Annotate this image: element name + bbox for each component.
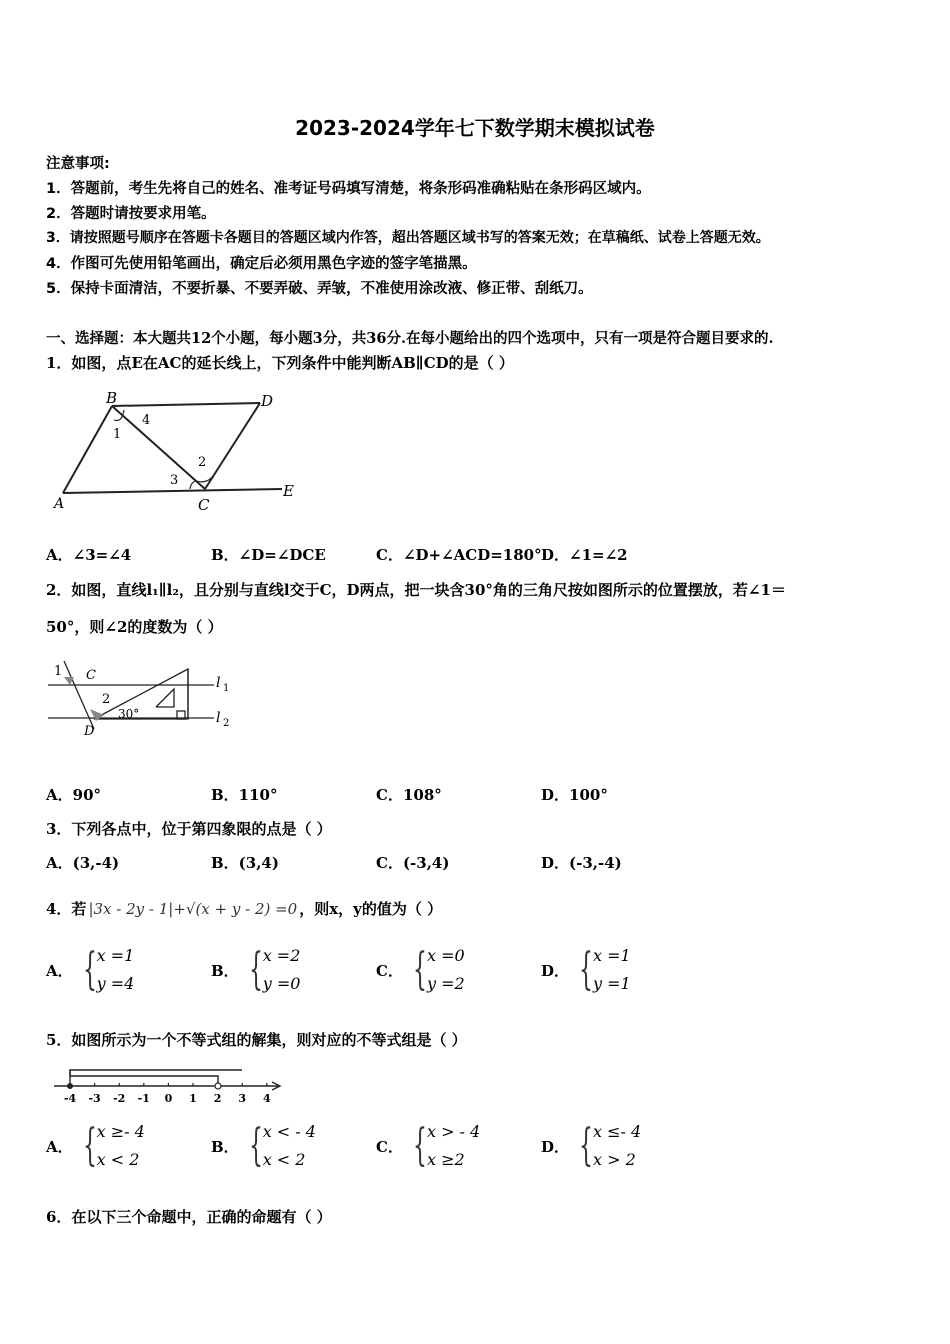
question-5-number-line <box>46 1062 296 1106</box>
label-l1: l <box>216 675 221 691</box>
question-2-option-c[interactable]: C．108° <box>376 786 442 804</box>
question-1-option-d[interactable]: D．∠1=∠2 <box>541 546 628 564</box>
question-4-formula: |3x - 2y - 1|+√(x + y - 2) =0 <box>88 900 298 918</box>
inequality-row: x < 2 <box>96 1150 140 1169</box>
angle-4-label: 4 <box>142 413 151 428</box>
option-label: B． <box>211 961 239 980</box>
open-endpoint <box>215 1083 221 1089</box>
brace-icon: { <box>82 1120 97 1171</box>
question-3-text: 3．下列各点中，位于第四象限的点是（ ） <box>46 820 332 838</box>
angle-2-label: 2 <box>198 455 207 470</box>
equation-row: x =1 <box>593 946 631 965</box>
question-2-option-a[interactable]: A．90° <box>46 786 102 804</box>
question-4-prefix: 4．若 <box>46 900 87 918</box>
brace-icon: { <box>579 944 594 995</box>
equation-row: y =0 <box>262 974 301 993</box>
number-line-tick-label: -4 <box>63 1092 77 1105</box>
equation-row: x =2 <box>262 946 301 965</box>
question-5-option-b[interactable] <box>211 1118 316 1174</box>
inequality-row: x > 2 <box>593 1150 636 1169</box>
option-label: C． <box>376 1137 403 1156</box>
label-l2-subscript: 2 <box>223 718 230 729</box>
question-3-option-c[interactable]: C．(-3,4) <box>376 854 450 872</box>
question-3-option-d[interactable]: D．(-3,-4) <box>541 854 622 872</box>
label-l2: l <box>216 710 221 726</box>
number-line-tick-label: 4 <box>262 1092 271 1105</box>
number-line-tick-label: -3 <box>88 1092 101 1105</box>
brace-icon: { <box>412 944 427 995</box>
option-label: A． <box>46 961 73 980</box>
question-4-option-d[interactable] <box>541 942 631 998</box>
page-title: 2023-2024学年七下数学期末模拟试卷 <box>295 116 655 140</box>
number-line-tick-label: -1 <box>137 1092 150 1105</box>
number-line-tick-label: 0 <box>164 1092 173 1105</box>
angle-2-label: 2 <box>102 692 111 707</box>
section-heading: 一、选择题：本大题共12个小题，每小题3分，共36分.在每小题给出的四个选项中，只有一项是符合题目要求的. <box>46 330 774 347</box>
inequality-row: x < 2 <box>262 1150 306 1169</box>
label-l1-subscript: 1 <box>223 683 230 694</box>
question-4-suffix: ，则x，y的值为（ ） <box>299 900 443 918</box>
brace-icon: { <box>412 1120 427 1171</box>
equation-row: y =1 <box>593 974 631 993</box>
angle-3-label: 3 <box>170 473 179 488</box>
notice-heading: 注意事项: <box>46 156 110 172</box>
inequality-row: x ≤- 4 <box>593 1122 642 1141</box>
question-1-option-b[interactable]: B．∠D=∠DCE <box>211 546 326 564</box>
notice-item: 4．作图可先使用铅笔画出，确定后必须用黑色字迹的签字笔描黑。 <box>46 256 477 272</box>
option-label: A． <box>46 1137 73 1156</box>
inequality-row: x ≥- 4 <box>96 1122 145 1141</box>
question-3-option-a[interactable]: A．(3,-4) <box>46 854 120 872</box>
question-4-text <box>46 898 442 919</box>
label-C: C <box>198 496 210 514</box>
notice-item: 5．保持卡面清洁，不要折暴、不要弄破、弄皱，不准使用涂改液、修正带、刮纸刀。 <box>46 281 593 297</box>
angle-1-label: 1 <box>113 427 122 442</box>
question-5-option-a[interactable] <box>46 1118 145 1174</box>
question-1-text: 1．如图，点E在AC的延长线上，下列条件中能判断AB∥CD的是（ ） <box>46 354 514 372</box>
question-2-figure <box>46 655 246 745</box>
brace-icon: { <box>248 944 263 995</box>
number-line-tick-label: 1 <box>189 1092 197 1105</box>
question-1-option-a[interactable]: A．∠3=∠4 <box>46 546 132 564</box>
option-label: B． <box>211 1137 239 1156</box>
question-4-option-a[interactable] <box>46 942 134 998</box>
notice-item: 1．答题前，考生先将自己的姓名、准考证号码填写清楚，将条形码准确粘贴在条形码区域内。 <box>46 181 651 197</box>
question-6-text: 6．在以下三个命题中，正确的命题有（ ） <box>46 1208 332 1226</box>
inequality-row: x ≥2 <box>426 1150 465 1169</box>
question-1-option-c[interactable]: C．∠D+∠ACD=180° <box>376 546 542 564</box>
notice-item: 2．答题时请按要求用笔。 <box>46 206 216 222</box>
question-1-figure <box>50 388 310 516</box>
question-2-option-d[interactable]: D．100° <box>541 786 608 804</box>
question-2-text-line2: 50°，则∠2的度数为（ ） <box>46 618 223 636</box>
angle-30-label: 30° <box>118 707 140 721</box>
inequality-row: x < - 4 <box>262 1122 316 1141</box>
brace-icon: { <box>579 1120 594 1171</box>
inequality-row: x > - 4 <box>426 1122 481 1141</box>
brace-icon: { <box>248 1120 263 1171</box>
closed-endpoint <box>67 1083 73 1089</box>
label-E: E <box>283 482 294 500</box>
question-5-option-c[interactable] <box>376 1118 480 1174</box>
label-D: D <box>261 392 274 410</box>
label-B: B <box>106 389 118 407</box>
number-line-tick-label: 2 <box>213 1092 222 1105</box>
question-5-text: 5．如图所示为一个不等式组的解集，则对应的不等式组是（ ） <box>46 1031 467 1049</box>
question-4-option-c[interactable] <box>376 942 465 998</box>
angle-1-label: 1 <box>54 664 63 679</box>
equation-row: x =1 <box>96 946 135 965</box>
label-A: A <box>54 496 65 512</box>
option-label: D． <box>541 961 570 980</box>
equation-row: y =2 <box>426 974 465 993</box>
option-label: D． <box>541 1137 570 1156</box>
question-2-option-b[interactable]: B．110° <box>211 786 278 804</box>
brace-icon: { <box>82 944 97 995</box>
label-C: C <box>86 668 96 683</box>
question-3-option-b[interactable]: B．(3,4) <box>211 854 279 872</box>
number-line-tick-label: -2 <box>113 1092 126 1105</box>
question-4-option-b[interactable] <box>211 942 300 998</box>
question-2-text-line1: 2．如图，直线l₁∥l₂，且分别与直线l交于C，D两点，把一块含30°角的三角尺按如图所示的位置摆放，若∠1＝ <box>46 581 786 599</box>
equation-row: x =0 <box>426 946 465 965</box>
option-label: C． <box>376 961 403 980</box>
question-5-option-d[interactable] <box>541 1118 641 1174</box>
label-D: D <box>84 724 95 739</box>
notice-item: 3．请按照题号顺序在答题卡各题目的答题区域内作答，超出答题区域书写的答案无效；在草稿纸、试卷上答题无效。 <box>46 230 770 246</box>
number-line-tick-label: 3 <box>238 1092 247 1105</box>
equation-row: y =4 <box>96 974 135 993</box>
